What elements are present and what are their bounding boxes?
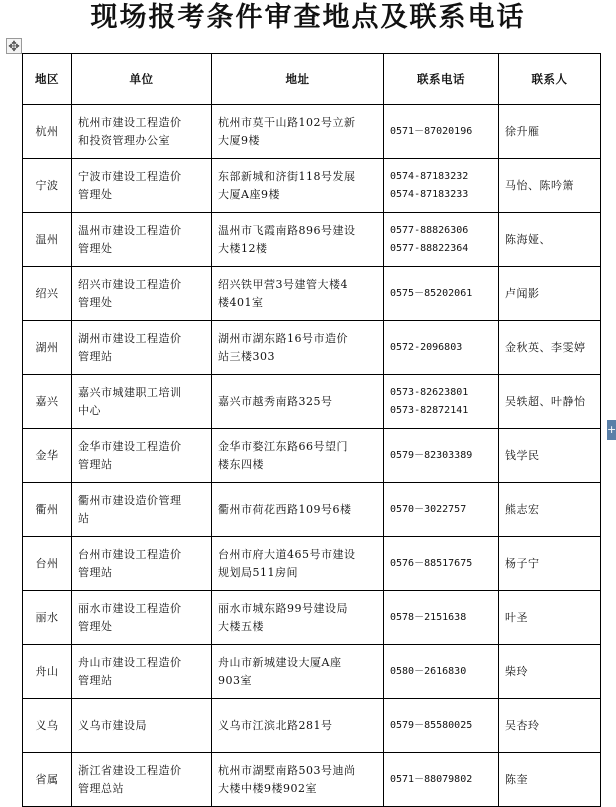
address-line: 舟山市新城建设大厦A座 bbox=[218, 655, 342, 669]
contact-cell: 吴杏玲 bbox=[499, 699, 601, 753]
table-row bbox=[23, 537, 601, 591]
phone-line: 0577-88826306 bbox=[390, 224, 469, 236]
unit-cell bbox=[72, 645, 212, 699]
address-cell bbox=[212, 105, 384, 159]
address-line: 东部新城和济街118号发展 bbox=[218, 169, 356, 183]
address-line: 金华市婺江东路66号望门 bbox=[218, 439, 348, 453]
table-row bbox=[23, 267, 601, 321]
region-cell: 衢州 bbox=[23, 483, 72, 537]
phone-cell bbox=[384, 591, 499, 645]
phone-cell bbox=[384, 753, 499, 807]
unit-line: 管理站 bbox=[78, 457, 113, 471]
address-line: 湖州市湖东路16号市造价 bbox=[218, 331, 348, 345]
address-line: 大厦A座9楼 bbox=[218, 187, 280, 201]
unit-line: 舟山市建设工程造价 bbox=[78, 655, 182, 669]
unit-line: 管理站 bbox=[78, 349, 113, 363]
unit-cell bbox=[72, 753, 212, 807]
header-region: 地区 bbox=[23, 54, 72, 105]
phone-cell bbox=[384, 699, 499, 753]
address-line: 大楼五楼 bbox=[218, 619, 264, 633]
region-cell: 宁波 bbox=[23, 159, 72, 213]
address-cell bbox=[212, 483, 384, 537]
unit-cell bbox=[72, 591, 212, 645]
unit-line: 管理处 bbox=[78, 187, 113, 201]
header-address: 地址 bbox=[212, 54, 384, 105]
phone-line: 0580－2616830 bbox=[390, 665, 467, 677]
table-row bbox=[23, 483, 601, 537]
region-cell: 杭州 bbox=[23, 105, 72, 159]
unit-line: 管理站 bbox=[78, 565, 113, 579]
unit-line: 中心 bbox=[78, 403, 101, 417]
unit-line: 管理处 bbox=[78, 241, 113, 255]
phone-cell bbox=[384, 375, 499, 429]
unit-line: 管理处 bbox=[78, 295, 113, 309]
address-cell bbox=[212, 213, 384, 267]
phone-cell bbox=[384, 105, 499, 159]
table-row bbox=[23, 375, 601, 429]
address-cell bbox=[212, 321, 384, 375]
unit-line: 浙江省建设工程造价 bbox=[78, 763, 182, 777]
unit-cell bbox=[72, 321, 212, 375]
phone-line: 0578－2151638 bbox=[390, 611, 467, 623]
contact-cell: 金秋英、李雯婷 bbox=[499, 321, 601, 375]
phone-line: 0574-87183232 bbox=[390, 170, 469, 182]
phone-line: 0579－82303389 bbox=[390, 449, 473, 461]
address-line: 温州市飞霞南路896号建设 bbox=[218, 223, 356, 237]
phone-line: 0571－88079802 bbox=[390, 773, 473, 785]
address-line: 楼401室 bbox=[218, 295, 264, 309]
unit-line: 丽水市建设工程造价 bbox=[78, 601, 182, 615]
unit-line: 宁波市建设工程造价 bbox=[78, 169, 182, 183]
contact-cell: 卢闻影 bbox=[499, 267, 601, 321]
address-cell bbox=[212, 753, 384, 807]
unit-line: 管理站 bbox=[78, 673, 113, 687]
table-row bbox=[23, 159, 601, 213]
phone-line: 0575－85202061 bbox=[390, 287, 473, 299]
unit-cell bbox=[72, 483, 212, 537]
region-cell: 丽水 bbox=[23, 591, 72, 645]
table-row bbox=[23, 591, 601, 645]
unit-line: 嘉兴市城建职工培训 bbox=[78, 385, 182, 399]
unit-line: 衢州市建设造价管理 bbox=[78, 493, 182, 507]
document-title: 现场报考条件审查地点及联系电话 bbox=[90, 2, 526, 33]
phone-line: 0576－88517675 bbox=[390, 557, 473, 569]
region-cell: 义乌 bbox=[23, 699, 72, 753]
address-line: 楼东四楼 bbox=[218, 457, 264, 471]
address-cell bbox=[212, 267, 384, 321]
phone-line: 0571－87020196 bbox=[390, 125, 473, 137]
contact-cell: 熊志宏 bbox=[499, 483, 601, 537]
unit-cell bbox=[72, 537, 212, 591]
unit-line: 湖州市建设工程造价 bbox=[78, 331, 182, 345]
contact-cell: 钱学民 bbox=[499, 429, 601, 483]
table-header-row bbox=[23, 54, 601, 105]
table-body bbox=[23, 105, 601, 807]
phone-cell bbox=[384, 645, 499, 699]
table-row bbox=[23, 699, 601, 753]
side-scroll-handle-icon[interactable]: + bbox=[607, 420, 616, 440]
unit-line: 和投资管理办公室 bbox=[78, 133, 170, 147]
contact-cell: 杨子宁 bbox=[499, 537, 601, 591]
contact-cell: 叶圣 bbox=[499, 591, 601, 645]
phone-cell bbox=[384, 483, 499, 537]
address-line: 台州市府大道465号市建设 bbox=[218, 547, 356, 561]
address-line: 规划局511房间 bbox=[218, 565, 298, 579]
table-row bbox=[23, 753, 601, 807]
phone-line: 0577-88822364 bbox=[390, 242, 469, 254]
contact-cell: 徐升雁 bbox=[499, 105, 601, 159]
phone-cell bbox=[384, 159, 499, 213]
unit-line: 绍兴市建设工程造价 bbox=[78, 277, 182, 291]
table-row bbox=[23, 645, 601, 699]
phone-line: 0573-82623801 bbox=[390, 386, 469, 398]
address-line: 903室 bbox=[218, 673, 252, 687]
phone-cell bbox=[384, 429, 499, 483]
contact-cell: 柴玲 bbox=[499, 645, 601, 699]
address-line: 站三楼303 bbox=[218, 349, 275, 363]
region-cell: 省属 bbox=[23, 753, 72, 807]
table-move-handle-icon[interactable]: ✥ bbox=[6, 38, 22, 54]
header-unit: 单位 bbox=[72, 54, 212, 105]
unit-line: 杭州市建设工程造价 bbox=[78, 115, 182, 129]
contact-cell: 马怡、陈吟箫 bbox=[499, 159, 601, 213]
address-line: 丽水市城东路99号建设局 bbox=[218, 601, 348, 615]
table-row bbox=[23, 105, 601, 159]
unit-cell bbox=[72, 159, 212, 213]
unit-line: 管理总站 bbox=[78, 781, 124, 795]
address-line: 衢州市荷花西路109号6楼 bbox=[218, 502, 352, 516]
contact-cell: 陈海娅、 bbox=[499, 213, 601, 267]
contact-cell: 吴轶超、叶静怡 bbox=[499, 375, 601, 429]
address-line: 嘉兴市越秀南路325号 bbox=[218, 394, 333, 408]
address-cell bbox=[212, 699, 384, 753]
unit-line: 温州市建设工程造价 bbox=[78, 223, 182, 237]
phone-line: 0572-2096803 bbox=[390, 341, 463, 353]
contact-table bbox=[22, 53, 601, 807]
unit-line: 台州市建设工程造价 bbox=[78, 547, 182, 561]
unit-line: 义乌市建设局 bbox=[78, 718, 147, 732]
address-line: 大厦9楼 bbox=[218, 133, 260, 147]
phone-cell bbox=[384, 213, 499, 267]
address-line: 绍兴铁甲营3号建管大楼4 bbox=[218, 277, 348, 291]
address-cell bbox=[212, 645, 384, 699]
region-cell: 嘉兴 bbox=[23, 375, 72, 429]
address-cell bbox=[212, 591, 384, 645]
phone-cell bbox=[384, 321, 499, 375]
header-contact: 联系人 bbox=[499, 54, 601, 105]
table-row bbox=[23, 321, 601, 375]
phone-cell bbox=[384, 267, 499, 321]
table-row bbox=[23, 213, 601, 267]
unit-line: 管理处 bbox=[78, 619, 113, 633]
contact-cell: 陈奎 bbox=[499, 753, 601, 807]
address-line: 杭州市湖墅南路503号迪尚 bbox=[218, 763, 356, 777]
address-cell bbox=[212, 537, 384, 591]
phone-line: 0579－85580025 bbox=[390, 719, 473, 731]
region-cell: 台州 bbox=[23, 537, 72, 591]
address-line: 义乌市江滨北路281号 bbox=[218, 718, 333, 732]
address-line: 杭州市莫干山路102号立新 bbox=[218, 115, 356, 129]
region-cell: 绍兴 bbox=[23, 267, 72, 321]
region-cell: 舟山 bbox=[23, 645, 72, 699]
unit-cell bbox=[72, 375, 212, 429]
unit-line: 站 bbox=[78, 511, 90, 525]
address-line: 大楼中楼9楼902室 bbox=[218, 781, 317, 795]
address-cell bbox=[212, 159, 384, 213]
region-cell: 温州 bbox=[23, 213, 72, 267]
region-cell: 湖州 bbox=[23, 321, 72, 375]
unit-line: 金华市建设工程造价 bbox=[78, 439, 182, 453]
unit-cell bbox=[72, 105, 212, 159]
address-cell bbox=[212, 429, 384, 483]
phone-line: 0573-82872141 bbox=[390, 404, 469, 416]
header-phone: 联系电话 bbox=[384, 54, 499, 105]
table-row bbox=[23, 429, 601, 483]
unit-cell bbox=[72, 267, 212, 321]
unit-cell bbox=[72, 213, 212, 267]
unit-cell bbox=[72, 429, 212, 483]
unit-cell bbox=[72, 699, 212, 753]
region-cell: 金华 bbox=[23, 429, 72, 483]
phone-line: 0574-87183233 bbox=[390, 188, 469, 200]
phone-line: 0570－3022757 bbox=[390, 503, 467, 515]
address-line: 大楼12楼 bbox=[218, 241, 268, 255]
phone-cell bbox=[384, 537, 499, 591]
address-cell bbox=[212, 375, 384, 429]
